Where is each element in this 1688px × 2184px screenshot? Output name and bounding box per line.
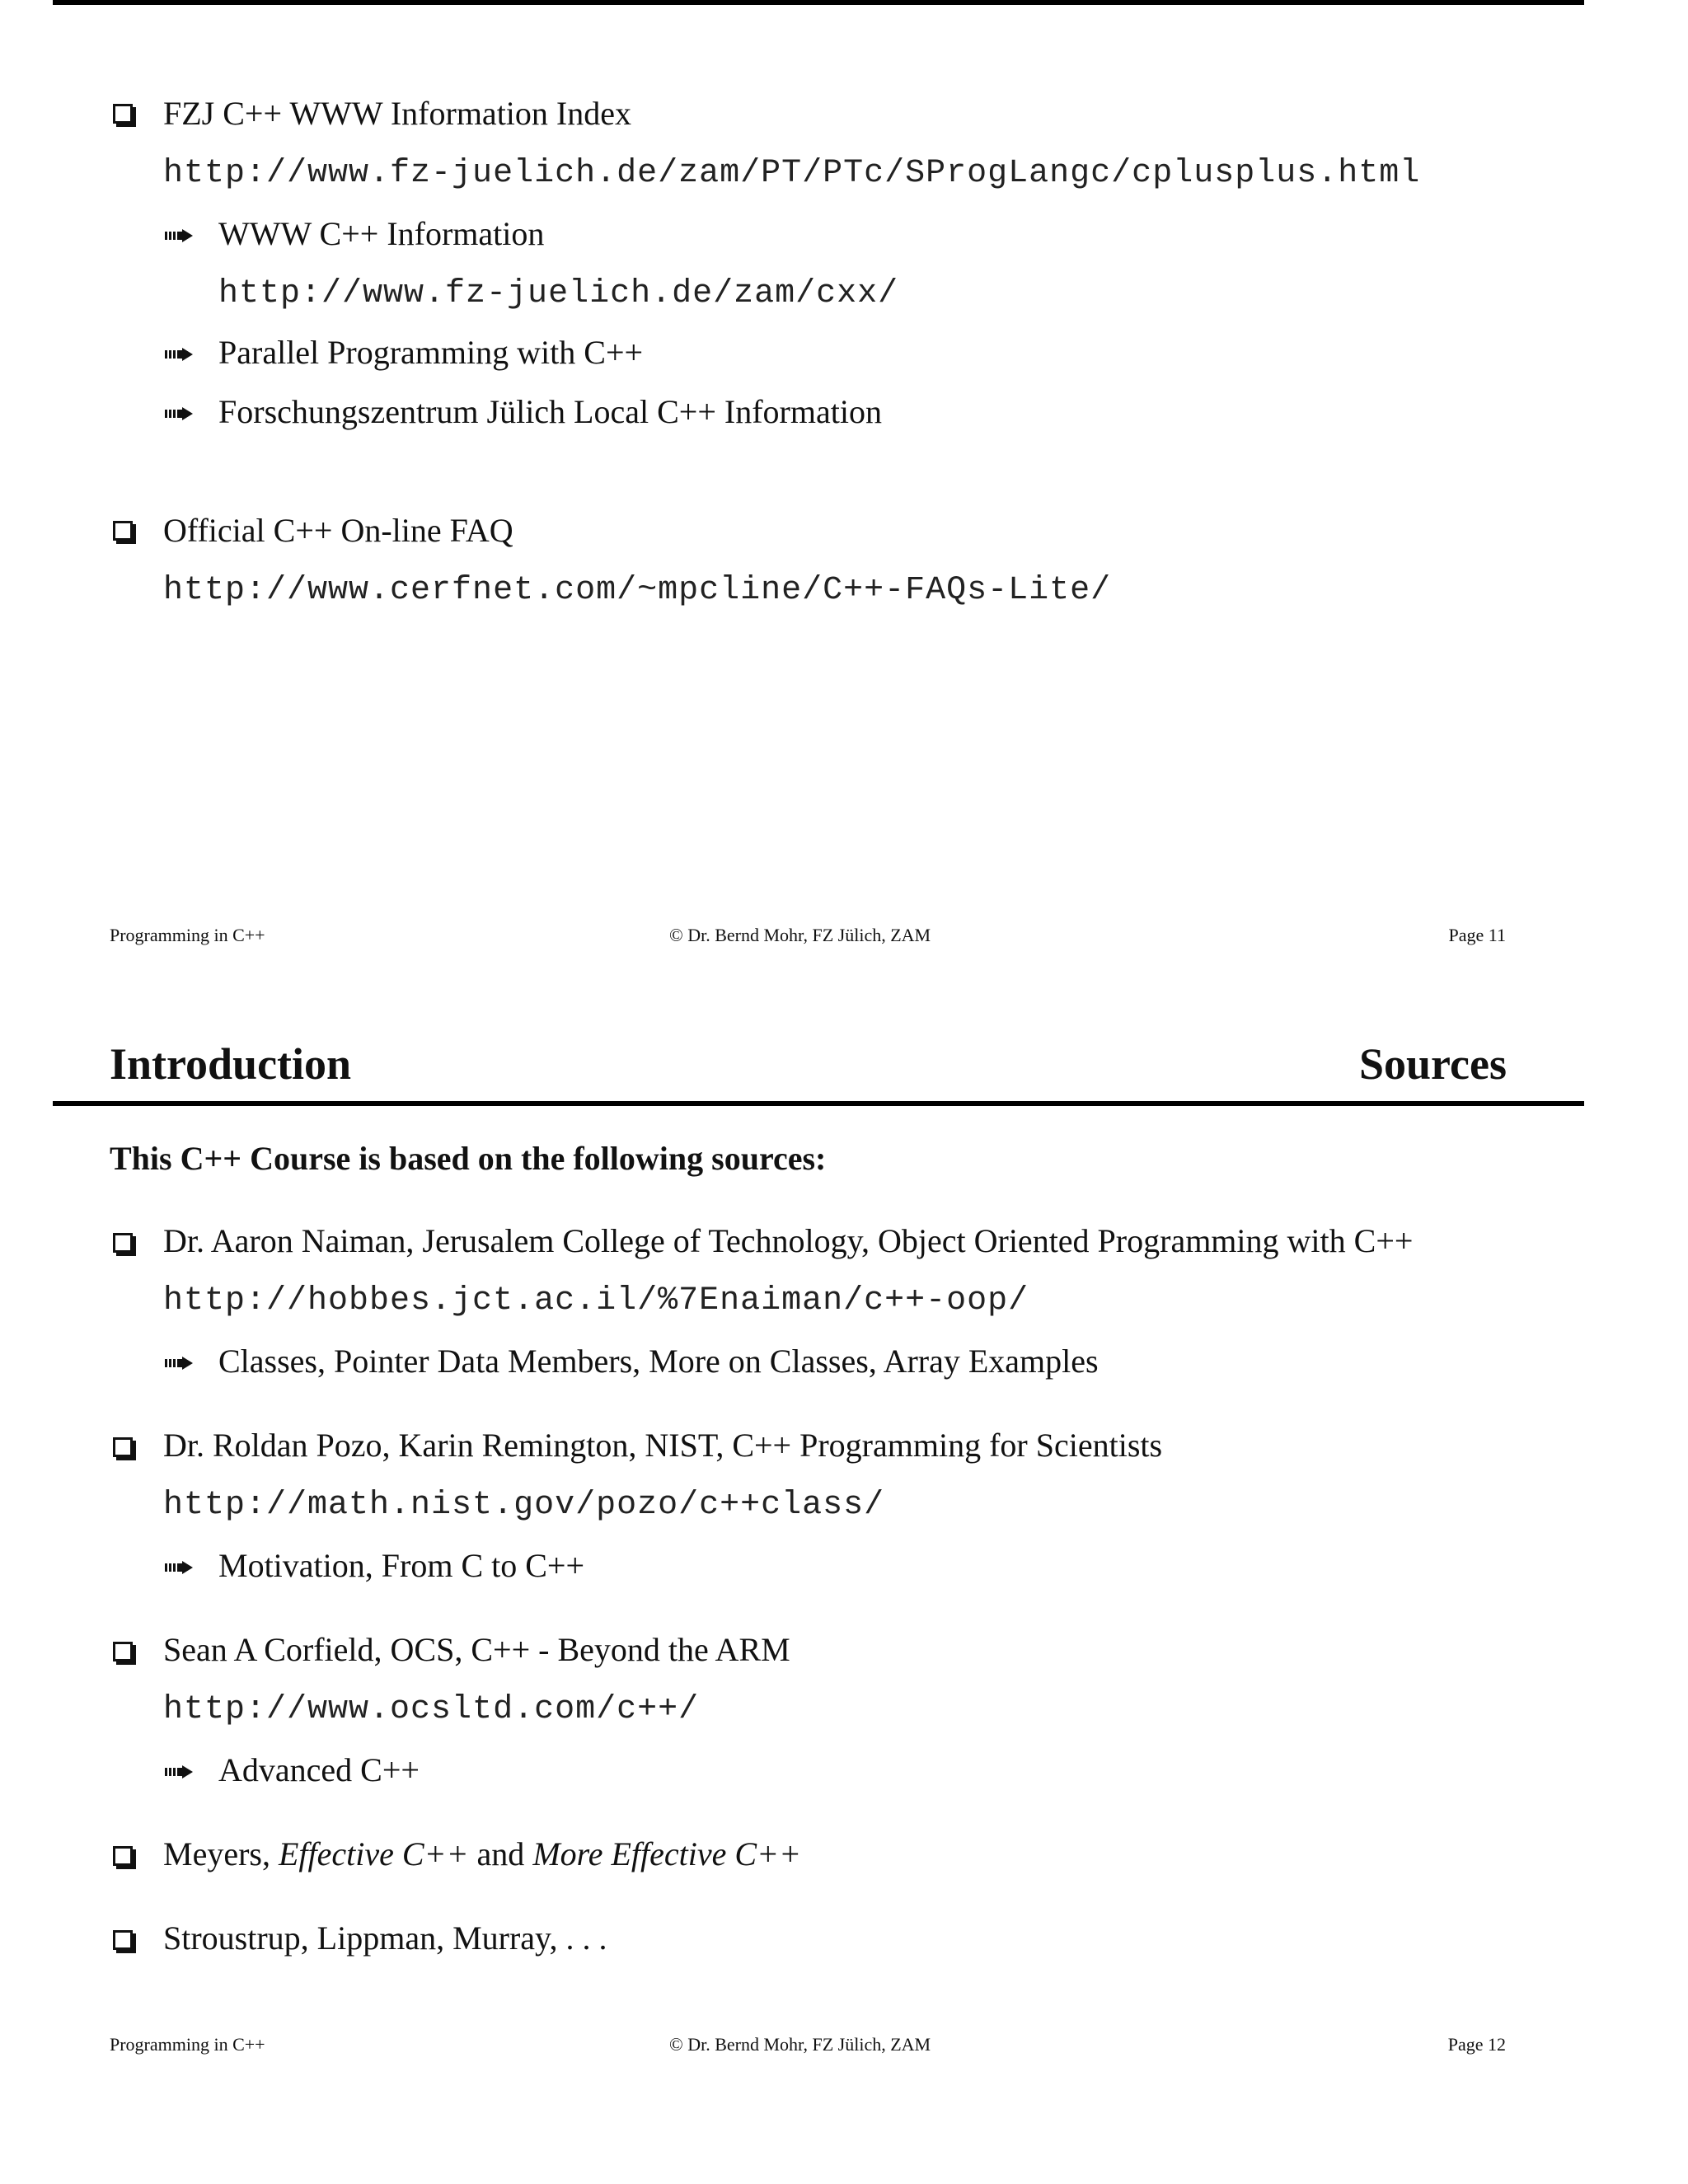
meyers-and: and [468, 1835, 533, 1872]
page-title: Introduction [110, 1039, 352, 1089]
pozo-topics: Motivation, From C to C++ [218, 1547, 585, 1584]
arrow-bullet-icon [165, 1765, 193, 1779]
www-cxx-info: WWW C++ Information [218, 215, 545, 252]
footer-left: Programming in C++ [110, 2034, 265, 2055]
faq-title: Official C++ On-line FAQ [163, 512, 513, 549]
arrow-bullet-icon [165, 348, 193, 361]
source-meyers [163, 1835, 801, 1873]
source-naiman: Dr. Aaron Naiman, Jerusalem College of Technology, Object Oriented Programming with C++ [163, 1222, 1414, 1259]
header-rule [53, 1101, 1584, 1106]
faq-url[interactable]: http://www.cerfnet.com/~mpcline/C++-FAQs-Lite/ [163, 572, 1112, 609]
footer-page-number: Page 11 [1448, 925, 1506, 945]
more-effective-cpp-title: More Effective C++ [532, 1835, 802, 1872]
local-cxx-info: Forschungszentrum Jülich Local C++ Information [218, 393, 882, 430]
checkbox-bullet-icon [113, 1233, 133, 1253]
footer-center: © Dr. Bernd Mohr, FZ Jülich, ZAM [669, 2034, 931, 2055]
source-corfield: Sean A Corfield, OCS, C++ - Beyond the ARM [163, 1631, 790, 1668]
arrow-bullet-icon [165, 407, 193, 420]
checkbox-bullet-icon [113, 1642, 133, 1661]
arrow-bullet-icon [165, 1357, 193, 1370]
effective-cpp-title: Effective C++ [278, 1835, 469, 1872]
checkbox-bullet-icon [113, 104, 133, 124]
checkbox-bullet-icon [113, 1930, 133, 1950]
pozo-url[interactable]: http://math.nist.gov/pozo/c++class/ [163, 1487, 885, 1524]
checkbox-bullet-icon [113, 521, 133, 541]
top-rule [53, 0, 1584, 5]
source-others: Stroustrup, Lippman, Murray, . . . [163, 1919, 607, 1957]
fzj-index-url[interactable]: http://www.fz-juelich.de/zam/PT/PTc/SProgLangc/cplusplus.html [163, 155, 1421, 192]
naiman-topics: Classes, Pointer Data Members, More on Classes, Array Examples [218, 1343, 1099, 1380]
footer-left: Programming in C++ [110, 925, 265, 945]
checkbox-bullet-icon [113, 1846, 133, 1866]
cxx-url[interactable]: http://www.fz-juelich.de/zam/cxx/ [218, 275, 899, 312]
parallel-programming-item: Parallel Programming with C++ [218, 334, 644, 371]
footer-center: © Dr. Bernd Mohr, FZ Jülich, ZAM [669, 925, 931, 945]
meyers-prefix: Meyers, [163, 1835, 279, 1872]
corfield-topics: Advanced C++ [218, 1751, 420, 1788]
footer-page-number: Page 12 [1447, 2034, 1506, 2055]
naiman-url[interactable]: http://hobbes.jct.ac.il/%7Enaiman/c++-oop/ [163, 1282, 1029, 1319]
section-title: Sources [1358, 1039, 1507, 1089]
source-pozo: Dr. Roldan Pozo, Karin Remington, NIST, C++ Programming for Scientists [163, 1427, 1163, 1464]
intro-text: This C++ Course is based on the following sources: [110, 1140, 827, 1177]
arrow-bullet-icon [165, 229, 193, 242]
arrow-bullet-icon [165, 1561, 193, 1574]
corfield-url[interactable]: http://www.ocsltd.com/c++/ [163, 1691, 700, 1728]
checkbox-bullet-icon [113, 1437, 133, 1457]
fzj-index-title: FZJ C++ WWW Information Index [163, 95, 631, 132]
